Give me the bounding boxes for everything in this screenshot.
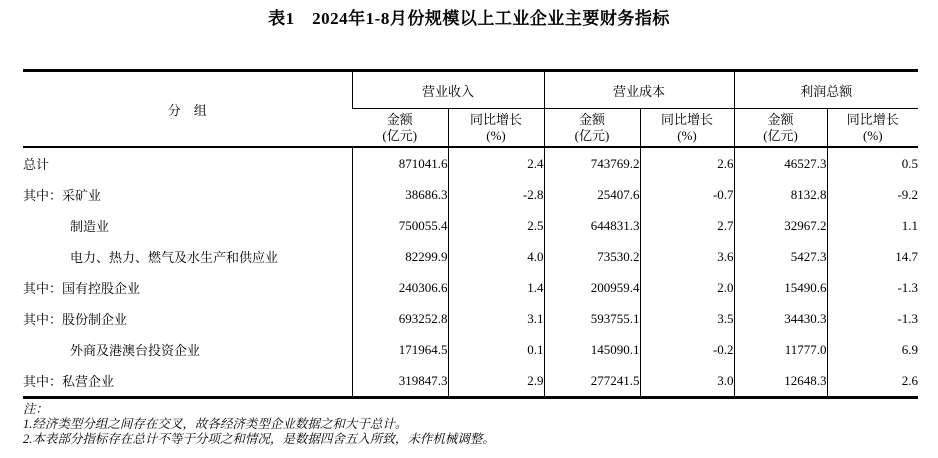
row-label: 其中：股份制企业 [23,312,128,327]
cell-value: 145090.1 [544,334,640,365]
cell-value: 3.5 [640,303,734,334]
cell-value: 2.4 [448,147,544,179]
cell-value: 38686.3 [352,179,448,210]
cell-value: 240306.6 [352,272,448,303]
subheader-revenue-amount [352,109,448,148]
subheader-revenue-growth [448,109,544,148]
cell-value: 2.9 [448,365,544,398]
cell-value: 277241.5 [544,365,640,398]
table-row-private [23,365,918,398]
cell-value: 644831.3 [544,210,640,241]
column-group-operating-cost: 营业成本 [544,71,734,109]
footnotes [23,402,938,447]
table-row-utilities [23,241,918,272]
cell-value: 750055.4 [352,210,448,241]
cell-value: -0.7 [640,179,734,210]
table-row-manufacturing [23,210,918,241]
footnote-item: 1.经济类型分组之间存在交叉，故各经济类型企业数据之和大于总计。 [23,417,408,431]
table-row-total [23,147,918,179]
table-title: 表1 2024年1-8月份规模以上工业企业主要财务指标 [268,9,670,28]
row-label: 其中：私营企业 [23,374,115,389]
row-label: 其中：采矿业 [23,188,102,203]
row-label: 制造业 [70,219,110,234]
header-group-row [23,71,918,109]
footnote-item: 2.本表部分指标存在总计不等于分项之和情况，是数据四舍五入所致，未作机械调整。 [23,432,495,446]
row-label: 总计 [23,157,50,172]
cell-value: 4.0 [448,241,544,272]
row-label: 其中：国有控股企业 [23,281,141,296]
cell-value: 15490.6 [734,272,827,303]
cell-value: 32967.2 [734,210,827,241]
cell-value: 82299.9 [352,241,448,272]
subheader-profit-growth [827,109,918,148]
subheader-line2: (%) [863,127,883,143]
table-row-state-holding [23,272,918,303]
cell-value: -1.3 [827,272,918,303]
column-group-operating-revenue: 营业收入 [352,71,544,109]
cell-value: 25407.6 [544,179,640,210]
cell-value: 871041.6 [352,147,448,179]
cell-value: -0.2 [640,334,734,365]
cell-value: 73530.2 [544,241,640,272]
financial-indicators-table [23,69,918,399]
table-row-shareholding [23,303,918,334]
cell-value: 2.0 [640,272,734,303]
cell-value: 1.4 [448,272,544,303]
cell-value: 319847.3 [352,365,448,398]
subheader-line1: 同比增长 [846,111,899,127]
cell-value: 3.1 [448,303,544,334]
subheader-line1: 同比增长 [470,111,523,127]
cell-value: 12648.3 [734,365,827,398]
column-header-group: 分 组 [23,71,352,148]
cell-value: 0.5 [827,147,918,179]
cell-value: 2.6 [640,147,734,179]
subheader-line2: (亿元) [763,127,798,143]
table-row-mining [23,179,918,210]
cell-value: 743769.2 [544,147,640,179]
cell-value: 693252.8 [352,303,448,334]
cell-value: 46527.3 [734,147,827,179]
subheader-profit-amount [734,109,827,148]
subheader-line2: (亿元) [574,127,610,143]
cell-value: 2.7 [640,210,734,241]
column-group-total-profit: 利润总额 [734,71,918,109]
footnote-heading: 注： [23,402,49,416]
subheader-line1: 金额 [579,111,606,127]
cell-value: -9.2 [827,179,918,210]
subheader-cost-amount [544,109,640,148]
subheader-line1: 金额 [386,111,413,127]
cell-value: 5427.3 [734,241,827,272]
cell-value: 171964.5 [352,334,448,365]
cell-value: 11777.0 [734,334,827,365]
subheader-cost-growth [640,109,734,148]
subheader-line2: (亿元) [382,127,418,143]
cell-value: 3.6 [640,241,734,272]
cell-value: 6.9 [827,334,918,365]
subheader-line2: (%) [486,127,506,143]
subheader-line1: 金额 [767,111,794,127]
cell-value: 593755.1 [544,303,640,334]
table-row-foreign-invested [23,334,918,365]
cell-value: 8132.8 [734,179,827,210]
cell-value: 2.5 [448,210,544,241]
cell-value: -1.3 [827,303,918,334]
cell-value: 1.1 [827,210,918,241]
cell-value: 2.6 [827,365,918,398]
subheader-line2: (%) [677,127,697,143]
row-label: 外商及港澳台投资企业 [70,343,201,358]
cell-value: 200959.4 [544,272,640,303]
cell-value: 0.1 [448,334,544,365]
cell-value: 3.0 [640,365,734,398]
row-label: 电力、热力、燃气及水生产和供应业 [70,250,279,265]
cell-value: -2.8 [448,179,544,210]
cell-value: 14.7 [827,241,918,272]
cell-value: 34430.3 [734,303,827,334]
subheader-line1: 同比增长 [661,111,714,127]
